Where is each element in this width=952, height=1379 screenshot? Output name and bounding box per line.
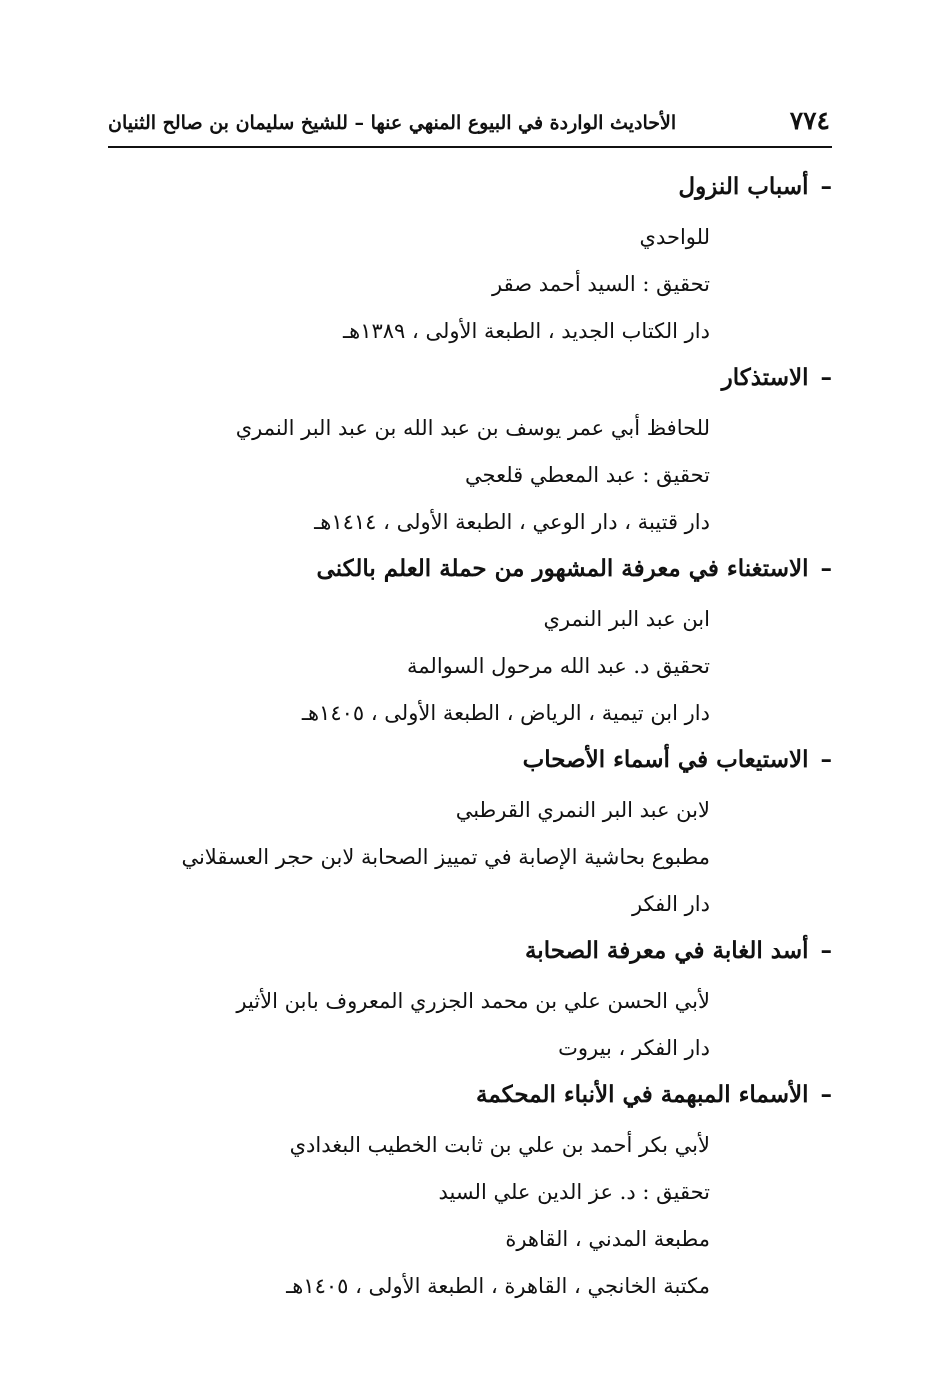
entry-line: ابن عبد البر النمري	[543, 607, 710, 631]
entry-line: لأبي الحسن علي بن محمد الجزري المعروف بابن الأثير	[236, 989, 710, 1013]
bibliography-list	[150, 164, 832, 1310]
entry-line: تحقيق : د. عز الدين علي السيد	[438, 1180, 710, 1204]
bibliography-entry	[150, 1072, 832, 1310]
entry-title: –الاستيعاب في أسماء الأصحاب	[522, 746, 832, 773]
entry-dash: –	[820, 1081, 832, 1108]
entry-line: تحقيق : السيد أحمد صقر	[492, 272, 710, 296]
running-title: الأحاديث الواردة في البيوع المنهي عنها – للشيخ سليمان بن صالح الثنيان	[108, 112, 677, 134]
entry-line: للواحدي	[639, 225, 710, 249]
entry-line: تحقيق د. عبد الله مرحول السوالمة	[407, 654, 710, 678]
entry-line: مطبوع بحاشية الإصابة في تمييز الصحابة لابن حجر العسقلاني	[181, 845, 710, 869]
bibliography-entry	[150, 546, 832, 737]
bibliography-entry	[150, 928, 832, 1072]
entry-line: دار قتيبة ، دار الوعي ، الطبعة الأولى ، ١٤١٤هـ	[314, 510, 710, 534]
entry-line: مطبعة المدني ، القاهرة	[505, 1227, 710, 1251]
page-header	[108, 104, 830, 144]
entry-title: –الاستغناء في معرفة المشهور من حملة العلم بالكنى	[316, 555, 832, 582]
entry-line: مكتبة الخانجي ، القاهرة ، الطبعة الأولى ، ١٤٠٥هـ	[286, 1274, 710, 1298]
entry-title: –أسد الغابة في معرفة الصحابة	[524, 937, 832, 964]
entry-dash: –	[820, 173, 832, 200]
entry-dash: –	[820, 937, 832, 964]
entry-line: للحافظ أبي عمر يوسف بن عبد الله بن عبد البر النمري	[235, 416, 710, 440]
entry-title: –أسباب النزول	[678, 173, 832, 200]
page-number: ٧٧٤	[789, 106, 830, 135]
entry-line: دار الفكر ، بيروت	[558, 1036, 710, 1060]
entry-title: –الأسماء المبهمة في الأنباء المحكمة	[475, 1081, 832, 1108]
entry-dash: –	[820, 364, 832, 391]
entry-line: دار الفكر	[631, 892, 710, 916]
bibliography-entry	[150, 355, 832, 546]
header-rule	[108, 146, 832, 148]
bibliography-entry	[150, 164, 832, 355]
entry-line: دار ابن تيمية ، الرياض ، الطبعة الأولى ، ١٤٠٥هـ	[301, 701, 710, 725]
bibliography-entry	[150, 737, 832, 928]
entry-title: –الاستذكار	[721, 364, 832, 391]
entry-line: لأبي بكر أحمد بن علي بن ثابت الخطيب البغدادي	[289, 1133, 710, 1157]
entry-line: دار الكتاب الجديد ، الطبعة الأولى ، ١٣٨٩هـ	[342, 319, 710, 343]
entry-line: تحقيق : عبد المعطي قلعجي	[465, 463, 710, 487]
entry-dash: –	[820, 746, 832, 773]
entry-line: لابن عبد البر النمري القرطبي	[455, 798, 710, 822]
entry-dash: –	[820, 555, 832, 582]
